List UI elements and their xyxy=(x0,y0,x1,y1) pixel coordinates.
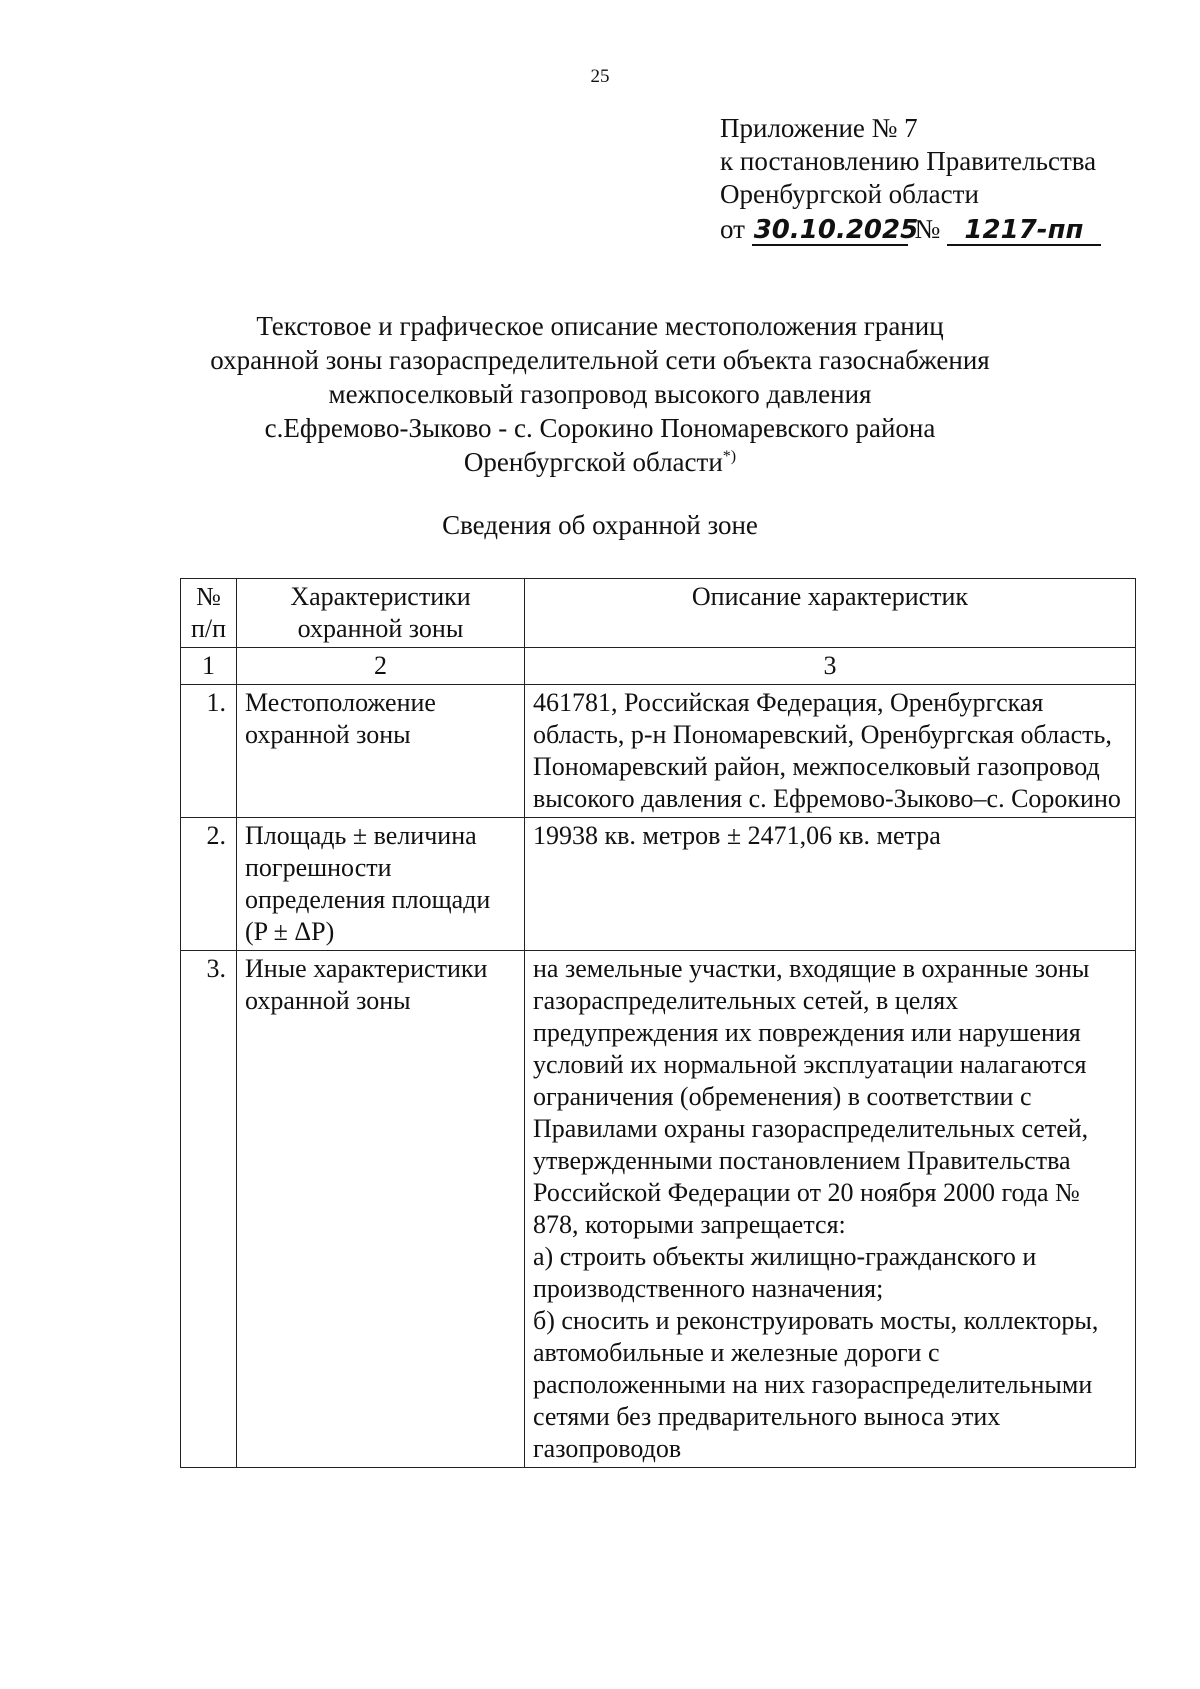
row-description: 461781, Российская Федерация, Оренбургская область, р-н Пономаревский, Оренбургская область, Пономаревский район, межпоселковый газопровод высокого давления с. Ефремово-Зыково–с. Сорокино xyxy=(525,685,1136,818)
appendix-block xyxy=(720,112,1101,246)
header-description: Описание характеристик xyxy=(525,579,1136,648)
appendix-region: Оренбургской области xyxy=(720,179,979,209)
row-number: 1. xyxy=(181,685,237,818)
handwritten-number: 1217-пп xyxy=(947,216,1101,246)
page-number: 25 xyxy=(590,66,610,87)
row-characteristic: Местоположение охранной зоны xyxy=(237,685,525,818)
title-line-4: с.Ефремово-Зыково - с. Сорокино Пономаревского района xyxy=(264,413,936,443)
row-characteristic: Площадь ± величина погрешности определения площади (P ± ΔP) xyxy=(237,818,525,951)
row-number: 2. xyxy=(181,818,237,951)
column-number-row xyxy=(181,648,1136,685)
title-line-2: охранной зоны газораспределительной сети объекта газоснабжения xyxy=(210,345,990,375)
header-characteristic: Характеристики охранной зоны xyxy=(237,579,525,648)
table-row xyxy=(181,685,1136,818)
column-number-3: 3 xyxy=(525,648,1136,685)
appendix-title: Приложение № 7 xyxy=(720,113,918,143)
header-number: № п/п xyxy=(181,579,237,648)
row-description: на земельные участки, входящие в охранные зоны газораспределительных сетей, в целях предупреждения их повреждения или нарушения условий их нормальной эксплуатации налагаются ограничения (обременения) в соответствии с Правилами охраны газораспределительных сетей, утвержденными постановлением Правительства Российской Федерации от 20 ноября 2000 года № 878, которыми запрещается: а) строить объекты жилищно-гражданского и производственного назначения; б) сносить и реконструировать мосты, коллекторы, автомобильные и железные дороги с расположенными на них газораспределительными сетями без предварительного выноса этих газопроводов xyxy=(525,951,1136,1468)
section-subtitle: Сведения об охранной зоне xyxy=(442,510,758,540)
number-prefix: № xyxy=(914,214,941,244)
title-line-3: межпоселковый газопровод высокого давления xyxy=(328,379,872,409)
zone-info-table xyxy=(180,578,1136,1468)
table-header-row xyxy=(181,579,1136,648)
table-row xyxy=(181,951,1136,1468)
appendix-date-number xyxy=(720,213,1101,246)
row-number: 3. xyxy=(181,951,237,1468)
title-line-5-text: Оренбургской области xyxy=(463,447,723,477)
document-title xyxy=(0,309,1200,479)
column-number-2: 2 xyxy=(237,648,525,685)
title-line-5 xyxy=(0,445,1200,479)
title-line-1: Текстовое и графическое описание местоположения границ xyxy=(256,311,944,341)
table-row xyxy=(181,818,1136,951)
row-characteristic: Иные характеристики охранной зоны xyxy=(237,951,525,1468)
date-prefix: от xyxy=(720,214,745,244)
column-number-1: 1 xyxy=(181,648,237,685)
row-description: 19938 кв. метров ± 2471,06 кв. метра xyxy=(525,818,1136,951)
handwritten-date: 30.10.2025 xyxy=(753,215,919,245)
footnote-mark: *) xyxy=(722,448,737,465)
appendix-resolution: к постановлению Правительства xyxy=(720,146,1097,176)
